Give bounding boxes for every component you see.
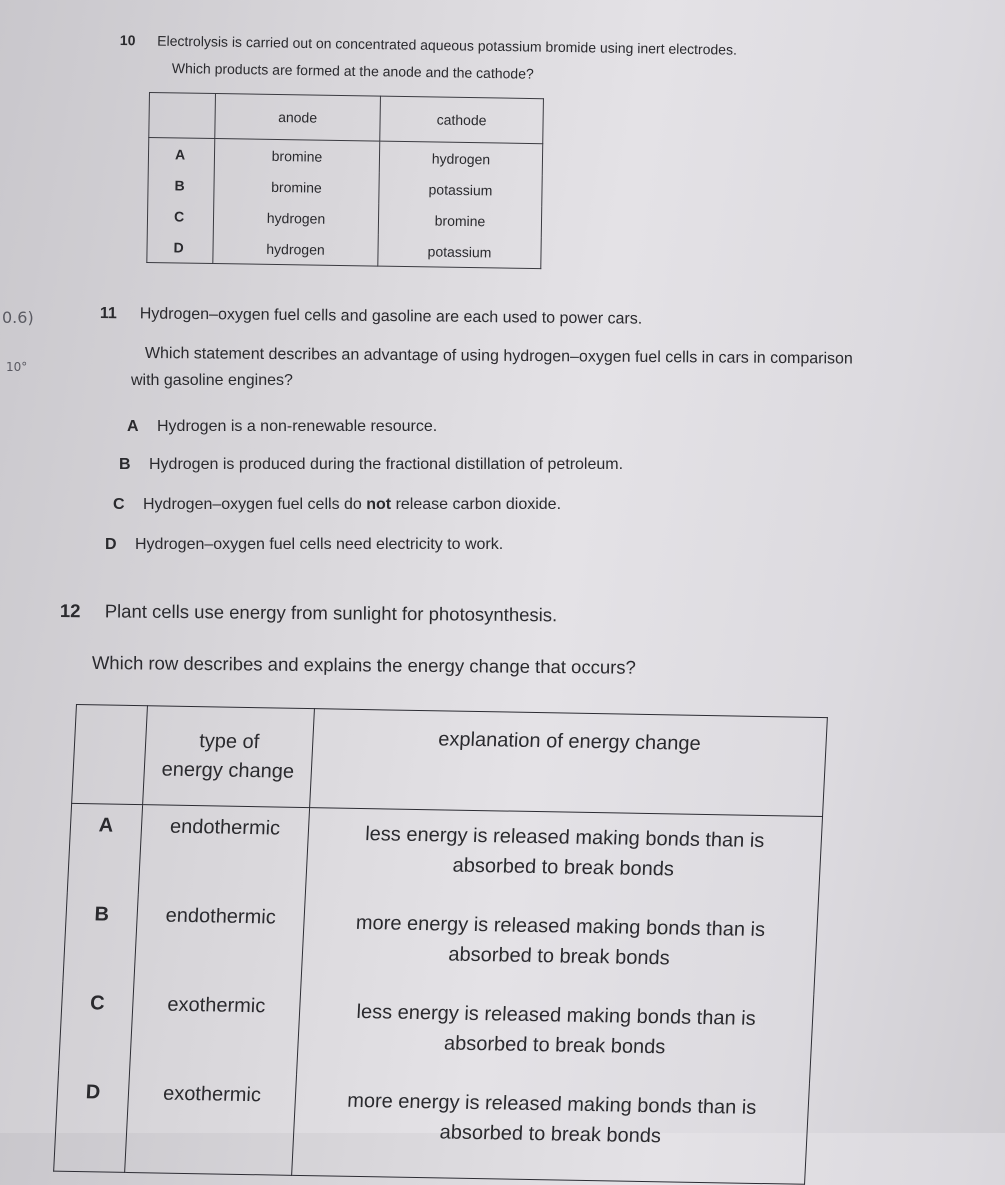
option-text: Hydrogen is produced during the fractional distillation of petroleum.: [149, 456, 624, 473]
question-12: [60, 600, 558, 626]
question-prompt: Which row describes and explains the energy change that occurs?: [91, 652, 636, 678]
answer-option-c[interactable]: [113, 496, 561, 514]
explanation-line: more energy is released making bonds than is: [355, 911, 766, 942]
explanation-line: absorbed to break bonds: [443, 1032, 666, 1059]
question-prompt: Which products are formed at the anode and the cathode?: [171, 60, 534, 82]
table-cell-type: exothermic: [125, 1072, 297, 1175]
option-letter: C: [113, 496, 125, 513]
table-row: [67, 803, 822, 906]
table-cell-explanation: [301, 897, 818, 995]
table-cell-anode: bromine: [214, 170, 379, 204]
option-letter: B: [119, 456, 131, 473]
option-letter: D: [105, 536, 117, 553]
table-cell-cathode: potassium: [379, 173, 542, 207]
question-text: Hydrogen–oxygen fuel cells and gasoline are each used to power cars.: [139, 305, 643, 328]
table-header-type: [143, 706, 315, 808]
table-cell-type: endothermic: [134, 894, 305, 986]
pencil-note: 10°: [6, 360, 28, 374]
option-text-emphasis: not: [366, 496, 392, 513]
option-letter: B: [148, 169, 214, 201]
option-letter: A: [148, 138, 214, 171]
question-text: Electrolysis is carried out on concentrated aqueous potassium bromide using inert electrodes.: [157, 32, 738, 58]
question-number: 10: [119, 32, 136, 49]
table-cell-anode: bromine: [214, 139, 379, 173]
table-cell-anode: hydrogen: [213, 201, 378, 235]
answer-option-a[interactable]: [127, 418, 437, 436]
table-header-cathode: cathode: [380, 96, 544, 144]
table-cell-type: endothermic: [138, 805, 309, 897]
explanation-line: absorbed to break bonds: [439, 1121, 662, 1148]
table-cell-cathode: bromine: [378, 204, 541, 238]
table-header-explanation: explanation of energy change: [310, 709, 828, 817]
question-prompt-continued: with gasoline engines?: [131, 372, 293, 389]
table-row: [63, 893, 818, 995]
explanation-line: absorbed to break bonds: [447, 943, 671, 970]
table-cell-explanation: [305, 808, 822, 906]
header-type-line: type of: [198, 730, 260, 754]
table-row: [147, 231, 541, 269]
option-letter: A: [127, 418, 139, 435]
question-number: 12: [59, 600, 81, 622]
option-text: Hydrogen–oxygen fuel cells do: [143, 496, 367, 513]
answer-table-q12: [53, 704, 828, 1185]
option-letter: B: [63, 893, 138, 983]
option-letter: A: [67, 803, 142, 894]
answer-table-q10: [146, 92, 544, 269]
explanation-line: absorbed to break bonds: [452, 854, 675, 881]
option-letter: D: [54, 1071, 130, 1173]
answer-option-d[interactable]: [105, 536, 503, 554]
option-letter: D: [147, 231, 213, 264]
table-row: [59, 982, 814, 1084]
table-cell-type: exothermic: [130, 983, 301, 1075]
option-text: release carbon dioxide.: [391, 496, 562, 513]
table-header-empty: [72, 705, 148, 805]
table-cell-anode: hydrogen: [213, 232, 378, 266]
table-cell-explanation: [292, 1075, 810, 1184]
option-letter: C: [59, 982, 134, 1072]
question-text: Plant cells use energy from sunlight for photosynthesis.: [104, 600, 558, 626]
table-cell-explanation: [297, 986, 814, 1084]
question-10: [120, 32, 737, 58]
explanation-line: less energy is released making bonds than is: [356, 1000, 757, 1030]
question-prompt: Which statement describes an advantage of using hydrogen–oxygen fuel cells in cars in comparison: [144, 345, 853, 368]
explanation-line: more energy is released making bonds than is: [346, 1089, 757, 1119]
header-type-line: energy change: [161, 758, 295, 783]
question-11: [100, 305, 643, 329]
explanation-line: less energy is released making bonds than is: [364, 823, 765, 853]
question-number: 11: [99, 305, 117, 323]
table-cell-cathode: hydrogen: [379, 141, 542, 175]
table-cell-cathode: potassium: [378, 235, 541, 269]
pencil-note: 0.6): [2, 308, 34, 327]
table-header-anode: anode: [215, 94, 381, 142]
table-header-empty: [149, 93, 216, 139]
option-text: Hydrogen is a non-renewable resource.: [157, 418, 438, 435]
option-text: Hydrogen–oxygen fuel cells need electricity to work.: [135, 536, 504, 553]
table-row: [54, 1071, 810, 1185]
option-letter: C: [147, 200, 213, 232]
answer-option-b[interactable]: [119, 456, 623, 474]
